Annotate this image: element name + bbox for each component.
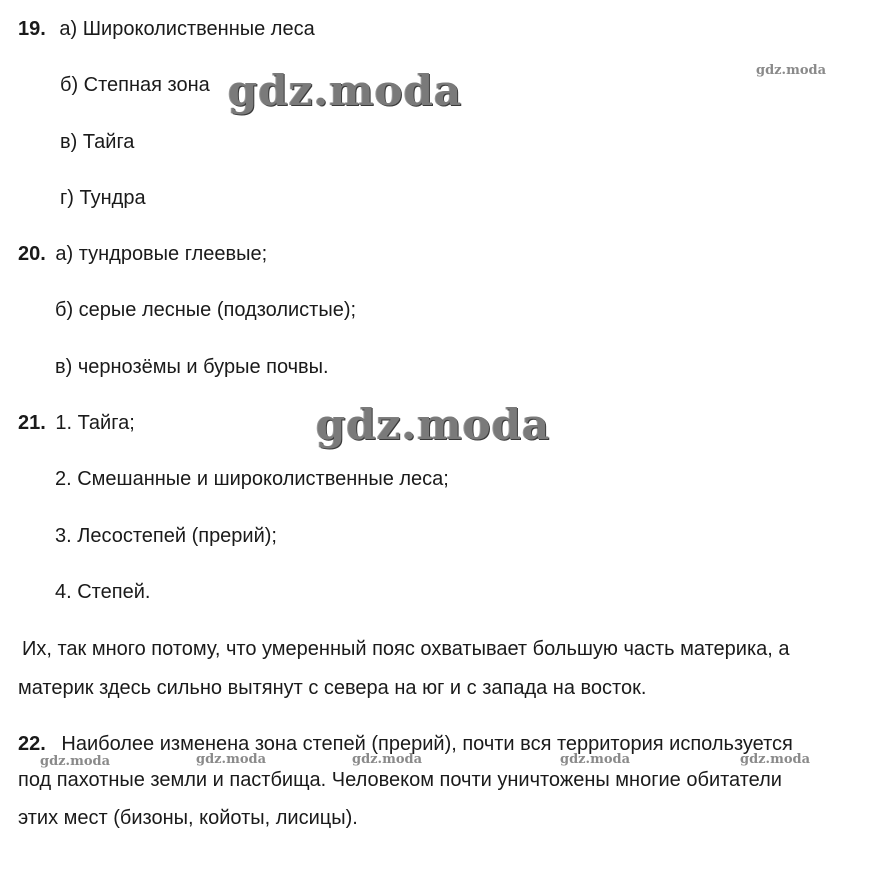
watermark-logo-small: gdz.moda bbox=[196, 752, 267, 767]
q21-item-4: 4. Степей. bbox=[55, 581, 151, 603]
q21-item-3: 3. Лесостепей (прерий); bbox=[55, 525, 277, 547]
watermark-logo-small: gdz.moda bbox=[560, 752, 631, 767]
q20-number: 20. bbox=[18, 243, 46, 265]
q19-line-a bbox=[18, 17, 315, 41]
q19-item-b: б) Степная зона bbox=[60, 74, 210, 96]
watermark-logo: gdz.moda bbox=[228, 66, 463, 115]
watermark-logo-small: gdz.moda bbox=[40, 754, 111, 769]
q22-text-1: Наиболее изменена зона степей (прерий), почти вся территория используется bbox=[61, 733, 793, 755]
q22-number: 22. bbox=[18, 733, 46, 755]
q21-line-1 bbox=[18, 411, 135, 435]
q19-item-a: а) Широколиственные леса bbox=[59, 18, 315, 40]
q21-item-2: 2. Смешанные и широколиственные леса; bbox=[55, 468, 449, 490]
watermark-logo-small: gdz.moda bbox=[740, 752, 811, 767]
q22-text-3: этих мест (бизоны, койоты, лисицы). bbox=[18, 807, 358, 829]
watermark-logo: gdz.moda bbox=[316, 400, 551, 449]
q20-item-a: а) тундровые глеевые; bbox=[55, 243, 268, 265]
watermark-logo-small: gdz.moda bbox=[352, 752, 423, 767]
q21-explanation-line-1: Их, так много потому, что умеренный пояс охватывает большую часть материка, а bbox=[22, 638, 790, 660]
q21-number: 21. bbox=[18, 412, 46, 434]
q19-item-c: в) Тайга bbox=[60, 131, 135, 153]
q21-explanation-line-2: материк здесь сильно вытянут с севера на юг и с запада на восток. bbox=[18, 677, 647, 699]
q19-number: 19. bbox=[18, 18, 46, 40]
q20-line-a bbox=[18, 242, 267, 266]
q20-item-c: в) чернозёмы и бурые почвы. bbox=[55, 356, 329, 378]
q19-item-d: г) Тундра bbox=[60, 187, 146, 209]
watermark-logo-small: gdz.moda bbox=[756, 63, 827, 78]
q21-item-1: 1. Тайга; bbox=[55, 412, 135, 434]
q22-text-2: под пахотные земли и пастбища. Человеком почти уничтожены многие обитатели bbox=[18, 769, 782, 791]
q20-item-b: б) серые лесные (подзолистые); bbox=[55, 299, 357, 321]
